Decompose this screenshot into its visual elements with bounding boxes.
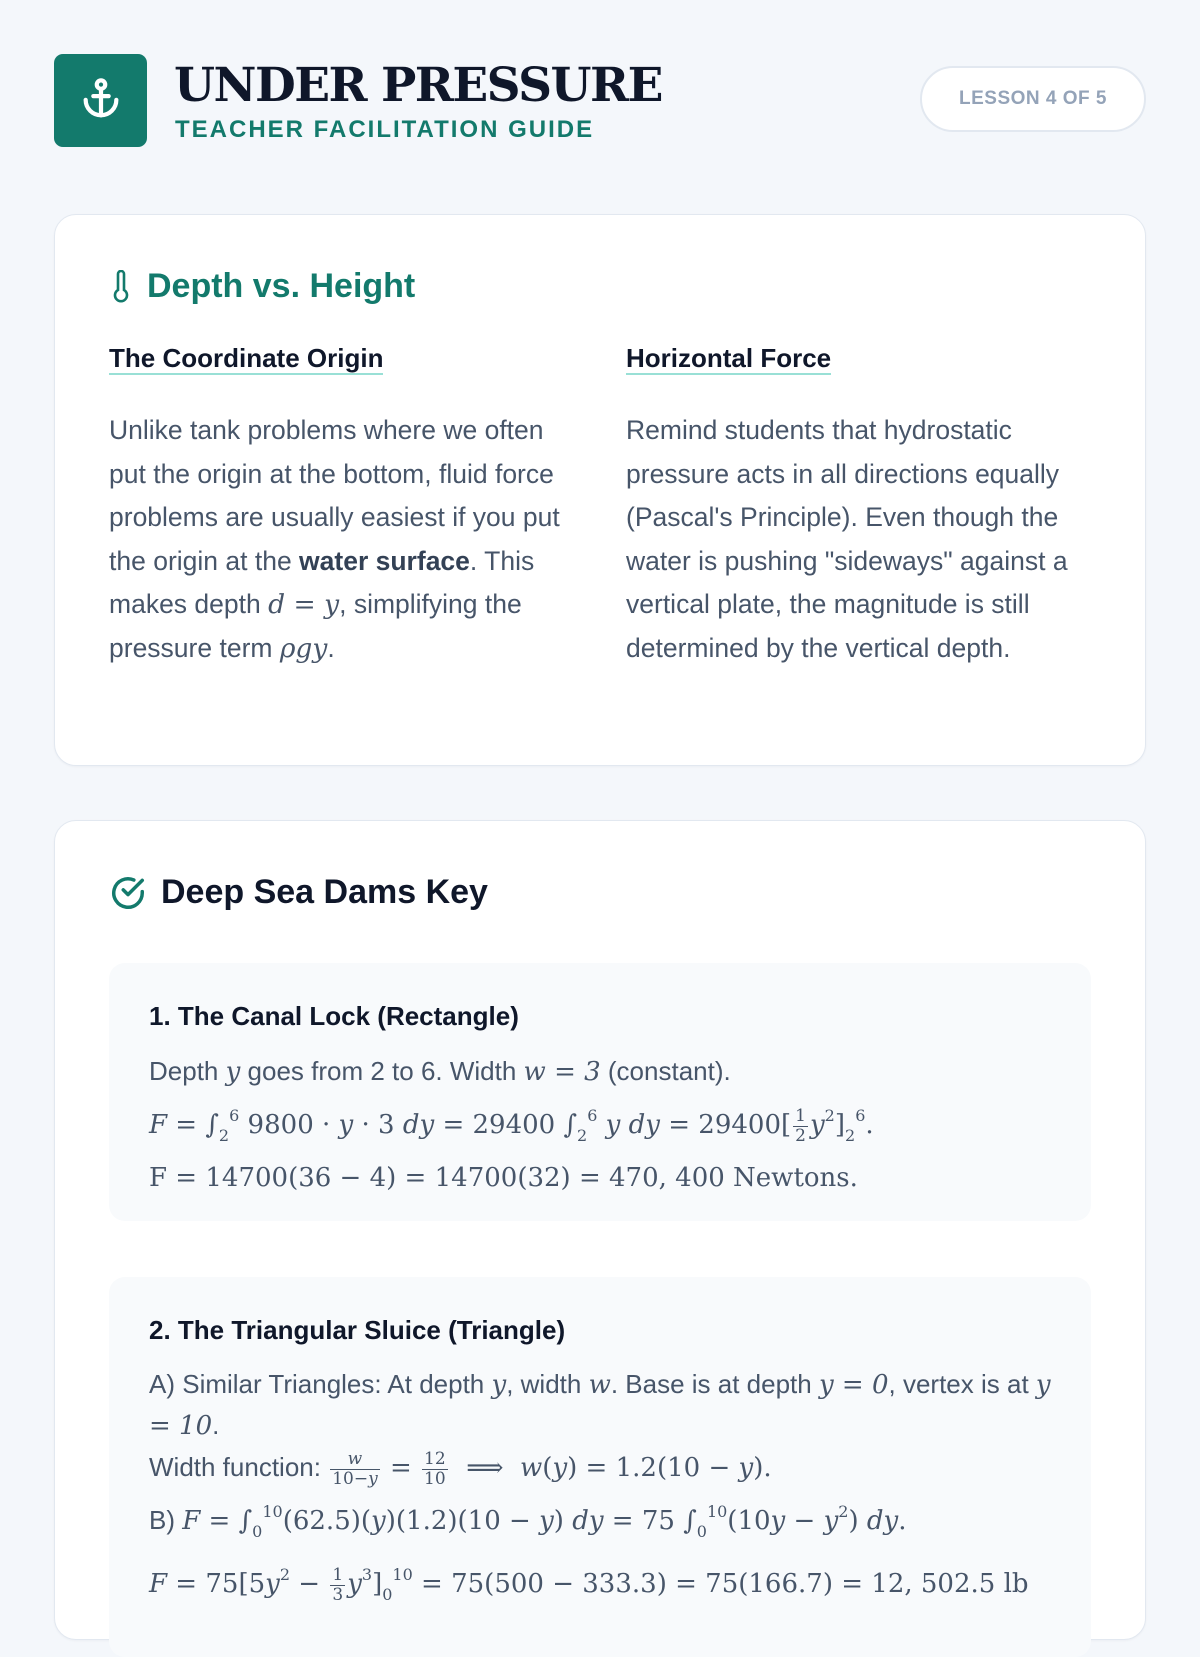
triangular-sluice-title: 2. The Triangular Sluice (Triangle) bbox=[149, 1315, 566, 1345]
depth-equation: d = y bbox=[268, 589, 340, 620]
header bbox=[54, 54, 1146, 148]
anchor-icon bbox=[78, 75, 124, 126]
sluice-text: , width bbox=[506, 1369, 589, 1399]
origin-text-c: , simplifying the pressure term bbox=[109, 589, 522, 663]
canal-lock-title: 1. The Canal Lock (Rectangle) bbox=[149, 1001, 519, 1031]
triangular-sluice-width-function: Width function: $\frac{w}{10-y}$ = $\frac{12}{10}$ ⟹ w(y) = 1.2(10 − y). bbox=[149, 1448, 772, 1489]
check-circle-icon bbox=[109, 874, 147, 912]
sluice-var: w bbox=[588, 1370, 611, 1400]
origin-text-bold: water surface bbox=[299, 545, 470, 576]
sluice-var: y bbox=[491, 1370, 507, 1400]
deep-sea-dams-key-heading bbox=[109, 873, 488, 912]
canal-lock-text: Depth bbox=[149, 1056, 226, 1086]
triangular-sluice-line-1 bbox=[149, 1364, 1051, 1446]
canal-lock-result: F = 14700(36 − 4) = 14700(32) = 470, 400 Newtons. bbox=[149, 1163, 858, 1193]
origin-text-a: Unlike tank problems where we often put the origin at the bottom, fluid force problems are usually easiest if you put the origin at the bbox=[109, 415, 560, 576]
canal-lock-var: y bbox=[225, 1057, 241, 1087]
pressure-term: ρgy bbox=[279, 632, 328, 664]
coordinate-origin-column bbox=[109, 343, 569, 670]
sluice-text: A) Similar Triangles: At depth bbox=[149, 1369, 492, 1399]
horizontal-force-text: Remind students that hydrostatic pressure acts in all directions equally (Pascal's Principle). Even though the water is pushing "sideways" against a vertical plate, the magnitude is still determined by the vertical depth. bbox=[626, 415, 1068, 663]
page-title: UNDER PRESSURE bbox=[174, 58, 662, 113]
canal-lock-text: (constant). bbox=[600, 1056, 731, 1086]
part-b-label: B) bbox=[149, 1505, 183, 1535]
logo bbox=[54, 54, 147, 147]
sluice-text: . Base is at depth bbox=[610, 1369, 819, 1399]
sluice-text: , vertex is at bbox=[888, 1369, 1036, 1399]
coordinate-origin-text bbox=[109, 409, 569, 670]
depth-vs-height-card bbox=[54, 214, 1146, 766]
canal-lock-text: goes from 2 to 6. Width bbox=[240, 1056, 524, 1086]
canal-lock-width: w = 3 bbox=[523, 1057, 601, 1087]
sluice-vertex-depth: y = 10 bbox=[149, 1370, 1051, 1441]
deep-sea-dams-key-title: Deep Sea Dams Key bbox=[161, 873, 488, 911]
depth-vs-height-heading bbox=[109, 267, 415, 306]
horizontal-force-title: Horizontal Force bbox=[626, 343, 832, 373]
horizontal-force-column bbox=[626, 343, 1091, 670]
triangular-sluice-result: $F = 75[5y^2$ − $\frac{1}{3}$ $y^3]_0^{10} = 75(500 - 333.3) = 75(166.7) = 12$, 502.5 lb bbox=[149, 1564, 1029, 1605]
sluice-text: . bbox=[212, 1410, 220, 1440]
canal-lock-integral: $F = \int_2^6$ 9800 · y · 3 dy = 29400 $\int_2^6$ y dy = 29400[ $\frac{1}{2}$ $y^2]_2^6$. bbox=[149, 1105, 874, 1146]
page-subtitle: TEACHER FACILITATION GUIDE bbox=[175, 116, 595, 143]
triangular-sluice-integral: B) $F = \int_0^{10}(62.5)(y)(1.2)(10 - y)$ dy = 75 $\int_0^{10}(10y - y^2)$ dy. bbox=[149, 1502, 907, 1541]
canal-lock-line-1 bbox=[149, 1050, 1051, 1094]
triangular-sluice-problem bbox=[109, 1277, 1091, 1657]
width-function-label: Width function: bbox=[149, 1452, 329, 1482]
depth-vs-height-title: Depth vs. Height bbox=[147, 267, 416, 305]
canal-lock-problem bbox=[109, 963, 1091, 1221]
sluice-base-depth: y = 0 bbox=[818, 1370, 889, 1400]
deep-sea-dams-key-card bbox=[54, 820, 1146, 1640]
origin-text-d: . bbox=[327, 632, 335, 663]
origin-text-b: . This makes depth bbox=[109, 545, 535, 619]
thermometer-icon bbox=[109, 270, 133, 304]
lesson-badge: LESSON 4 OF 5 bbox=[920, 66, 1146, 132]
coordinate-origin-title: The Coordinate Origin bbox=[109, 343, 384, 373]
